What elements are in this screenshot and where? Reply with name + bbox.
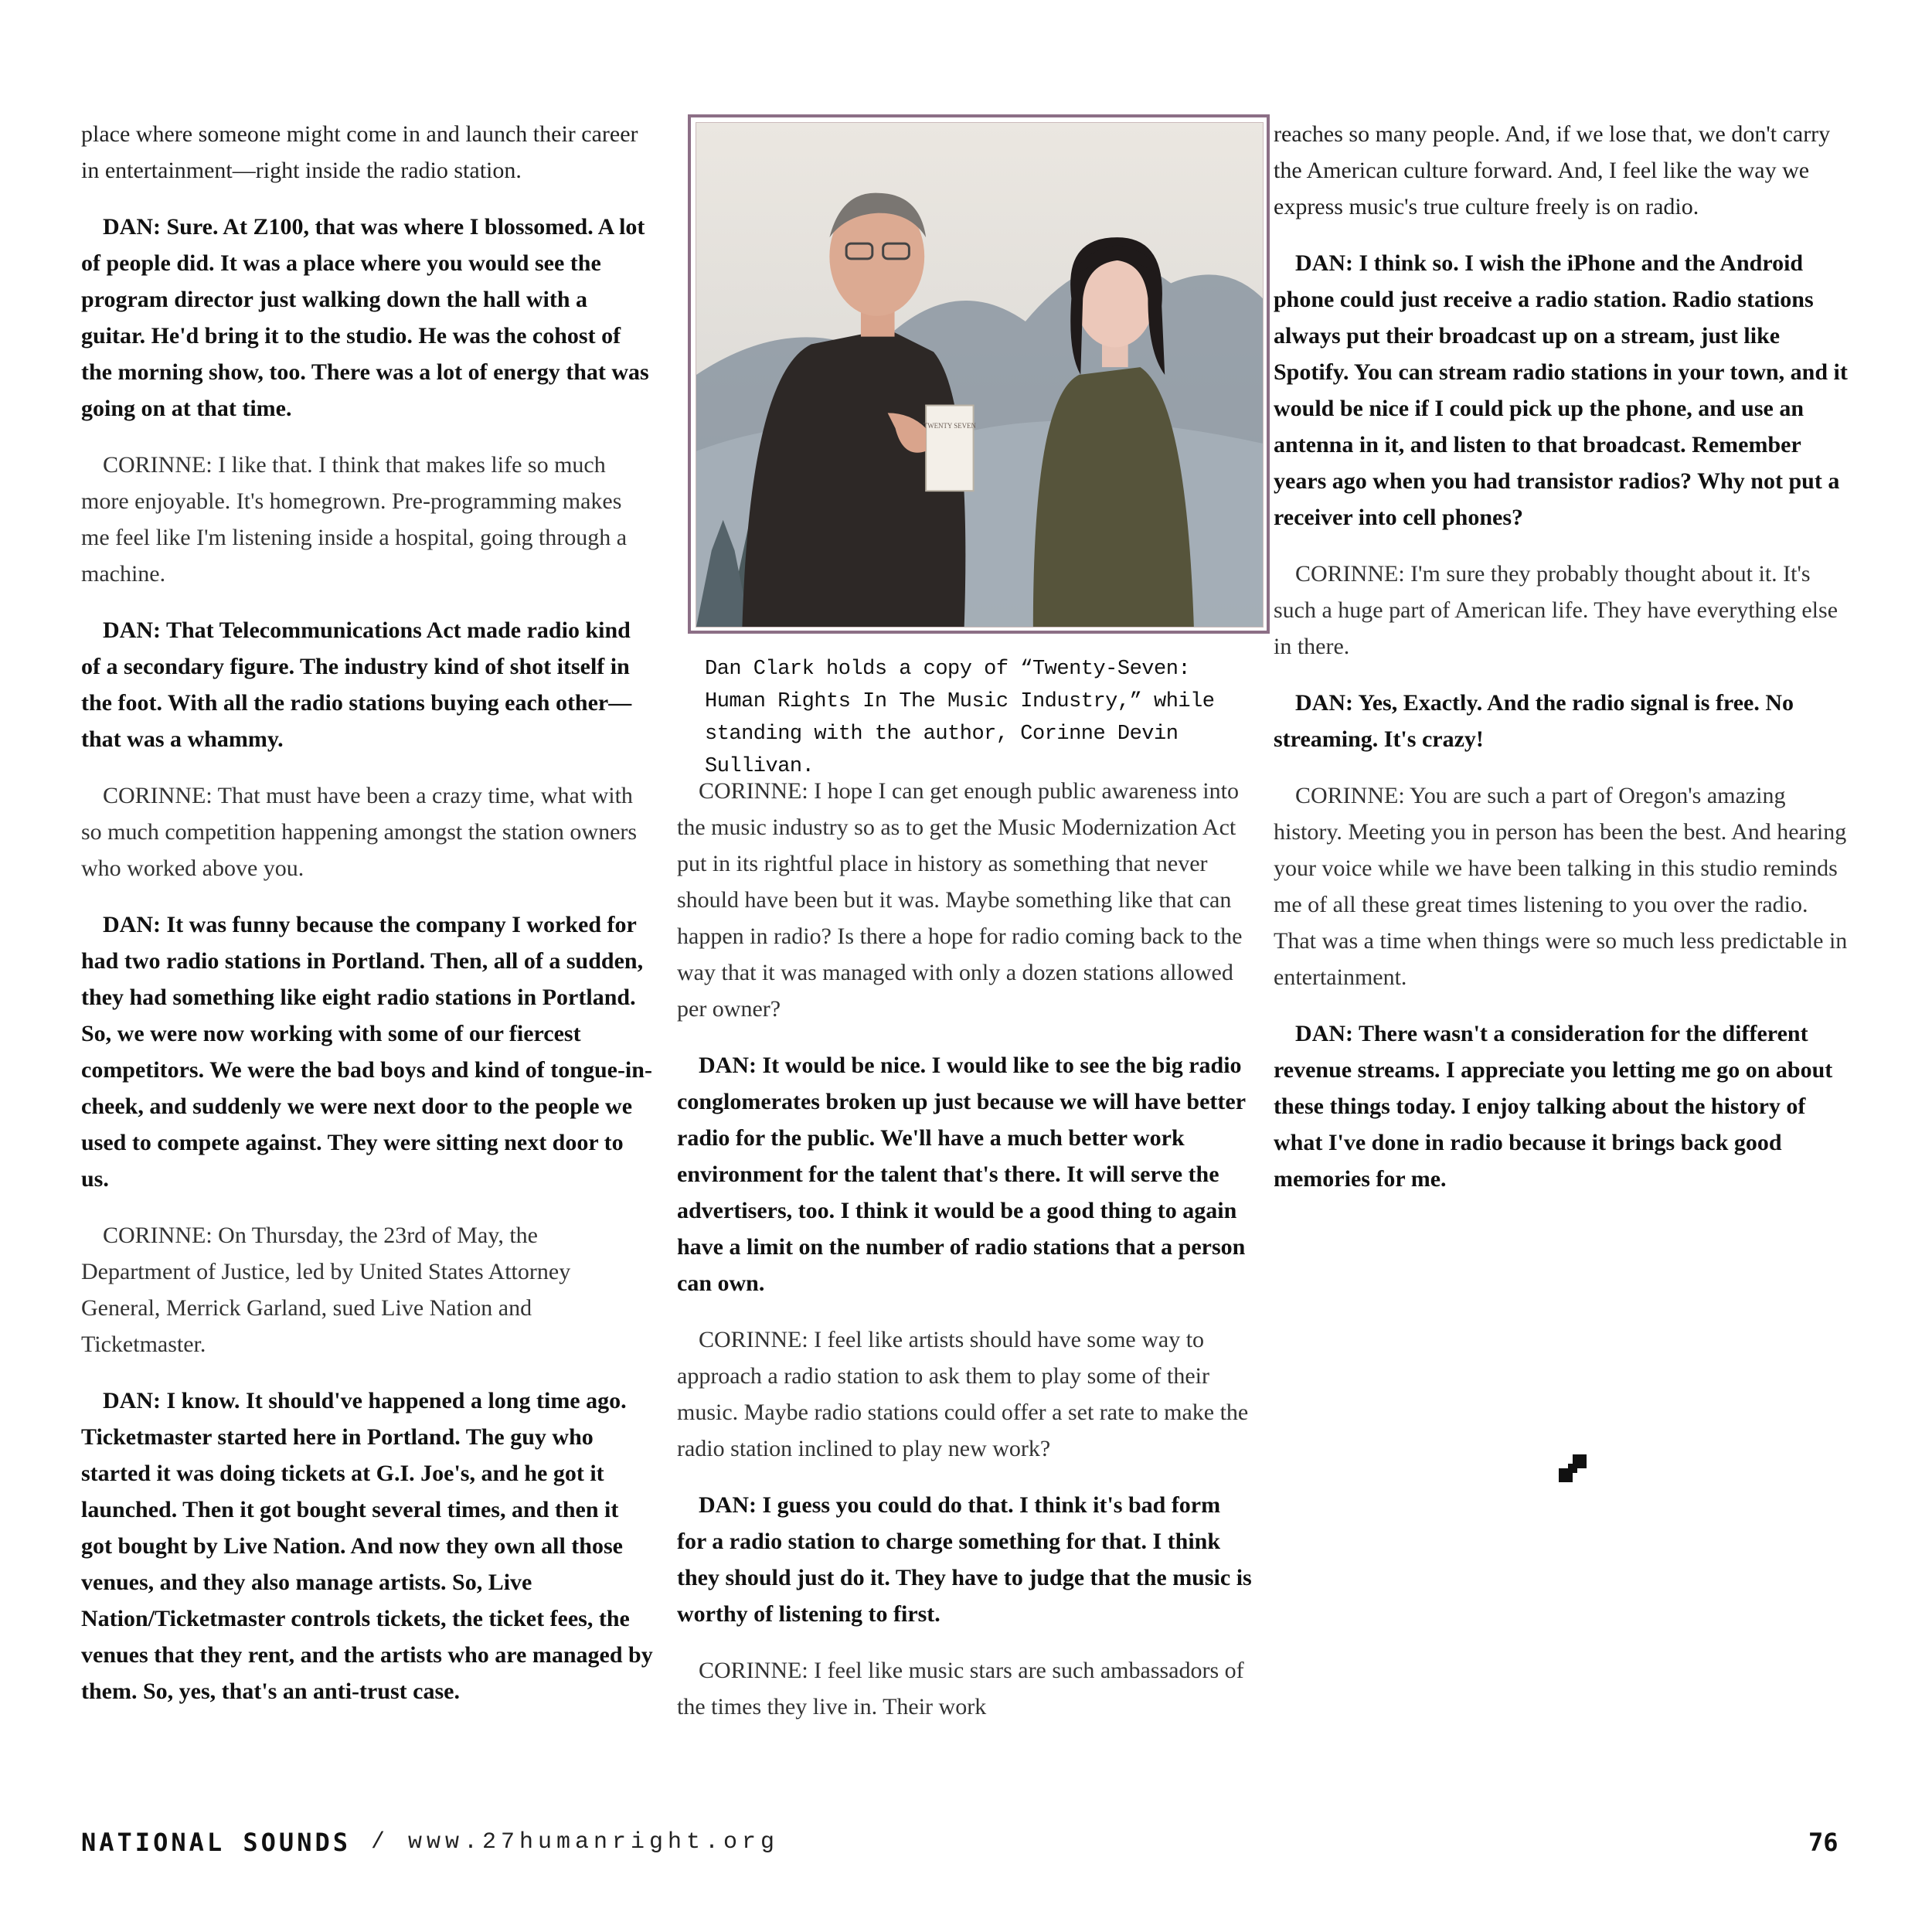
page-number: 76 <box>1808 1828 1838 1857</box>
dan-paragraph: DAN: That Telecommunications Act made radio kind of a secondary figure. The industry kind of shot itself in the foot. With all the radio stations buying each other—that was a whammy. <box>81 617 632 752</box>
article-column-1 <box>81 116 653 1730</box>
dan-paragraph: DAN: There wasn't a consideration for the different revenue streams. I appreciate you letting me go on about these things today. I enjoy talking about the history of what I've done in radio because it brings back good memories for me. <box>1274 1021 1833 1192</box>
photo-illustration <box>696 123 1263 627</box>
corinne-paragraph: CORINNE: I feel like music stars are such ambassadors of the times they live in. Their work <box>677 1658 1244 1719</box>
end-of-article-icon <box>1559 1454 1587 1482</box>
corinne-paragraph: CORINNE: I'm sure they probably thought about it. It's such a huge part of American life. They have everything else in there. <box>1274 561 1838 659</box>
corinne-paragraph: CORINNE: I feel like artists should have some way to approach a radio station to ask them to play some of their music. Maybe radio stations could offer a set rate to make the radio station inclined to play new work? <box>677 1327 1249 1461</box>
footer-url[interactable]: / www.27humanright.org <box>371 1829 780 1855</box>
article-column-3 <box>1274 116 1849 1217</box>
photo-frame <box>688 114 1270 634</box>
dan-paragraph: DAN: Sure. At Z100, that was where I blossomed. A lot of people did. It was a place where you would see the program director just walking down the hall with a guitar. He'd bring it to the studio. He was the cohost of the morning show, too. There was a lot of energy that was going on at that time. <box>81 214 649 421</box>
paragraph: place where someone might come in and launch their career in entertainment—right inside the radio station. <box>81 121 638 183</box>
dan-paragraph: DAN: I think so. I wish the iPhone and the Android phone could just receive a radio station. Radio stations always put their broadcast up on a stream, just like Spotify. You can stream radio stations in your town, and it would be nice if I could pick up the phone, and use an antenna in it, and listen to that broadcast. Remember years ago when you had transistor radios? Why not put a receiver into cell phones? <box>1274 250 1848 530</box>
dan-paragraph: DAN: Yes, Exactly. And the radio signal is free. No streaming. It's crazy! <box>1274 690 1794 752</box>
dan-paragraph: DAN: I know. It should've happened a long time ago. Ticketmaster started here in Portland. The guy who started it was doing tickets at G.I. Joe's, and he got it launched. Then it got bought several times, and then it got bought by Live Nation. And now they own all those venues, and they also manage artists. So, Live Nation/Ticketmaster controls tickets, the ticket fees, the venues that they rent, and the artists who are managed by them. So, yes, that's an anti-trust case. <box>81 1388 653 1704</box>
corinne-paragraph: CORINNE: I like that. I think that makes life so much more enjoyable. It's homegrown. Pre-programming makes me feel like I'm listening inside a hospital, going through a machine. <box>81 452 628 587</box>
article-column-2 <box>677 773 1253 1745</box>
footer-brand: NATIONAL SOUNDS <box>81 1828 351 1857</box>
corinne-paragraph: CORINNE: You are such a part of Oregon's amazing history. Meeting you in person has been the best. And hearing your voice while we have been talking in this studio reminds me of all these great times listening to you over the radio. That was a time when things were so much less predictable in entertainment. <box>1274 783 1848 990</box>
corinne-paragraph: CORINNE: I hope I can get enough public awareness into the music industry so as to get the Music Modernization Act put in its rightful place in history as something that never should have been but it was. Maybe something like that can happen in radio? Is there a hope for radio coming back to the way that it was managed with only a dozen stations allowed per owner? <box>677 778 1243 1022</box>
dan-paragraph: DAN: It was funny because the company I worked for had two radio stations in Portland. Then, all of a sudden, they had something like eight radio stations in Portland. So, we were now working with some of our fiercest competitors. We were the bad boys and kind of tongue-in-cheek, and suddenly we were next door to the people we used to compete against. They were sitting next door to us. <box>81 912 652 1192</box>
dan-paragraph: DAN: It would be nice. I would like to see the big radio conglomerates broken up just because we will have better radio for the public. We'll have a much better work environment for the talent that's there. It will serve the advertisers, too. I think it would be a good thing to again have a limit on the number of radio stations that a person can own. <box>677 1053 1246 1296</box>
corinne-paragraph: CORINNE: That must have been a crazy time, what with so much competition happening amongst the station owners who worked above you. <box>81 783 638 881</box>
paragraph: reaches so many people. And, if we lose that, we don't carry the American culture forward. And, I feel like the way we express music's true culture freely is on radio. <box>1274 121 1831 219</box>
photo <box>696 122 1264 628</box>
book-title: TWENTY SEVEN <box>923 422 976 430</box>
corinne-paragraph: CORINNE: On Thursday, the 23rd of May, the Department of Justice, led by United States Attorney General, Merrick Garland, sued Live Nation and Ticketmaster. <box>81 1223 571 1357</box>
dan-paragraph: DAN: I guess you could do that. I think it's bad form for a radio station to charge something for that. I think they should just do it. They have to judge that the music is worthy of listening to first. <box>677 1492 1252 1627</box>
photo-caption: Dan Clark holds a copy of “Twenty-Seven: Human Rights In The Music Industry,” while standing with the author, Corinne Devin Sullivan. <box>705 658 1215 778</box>
